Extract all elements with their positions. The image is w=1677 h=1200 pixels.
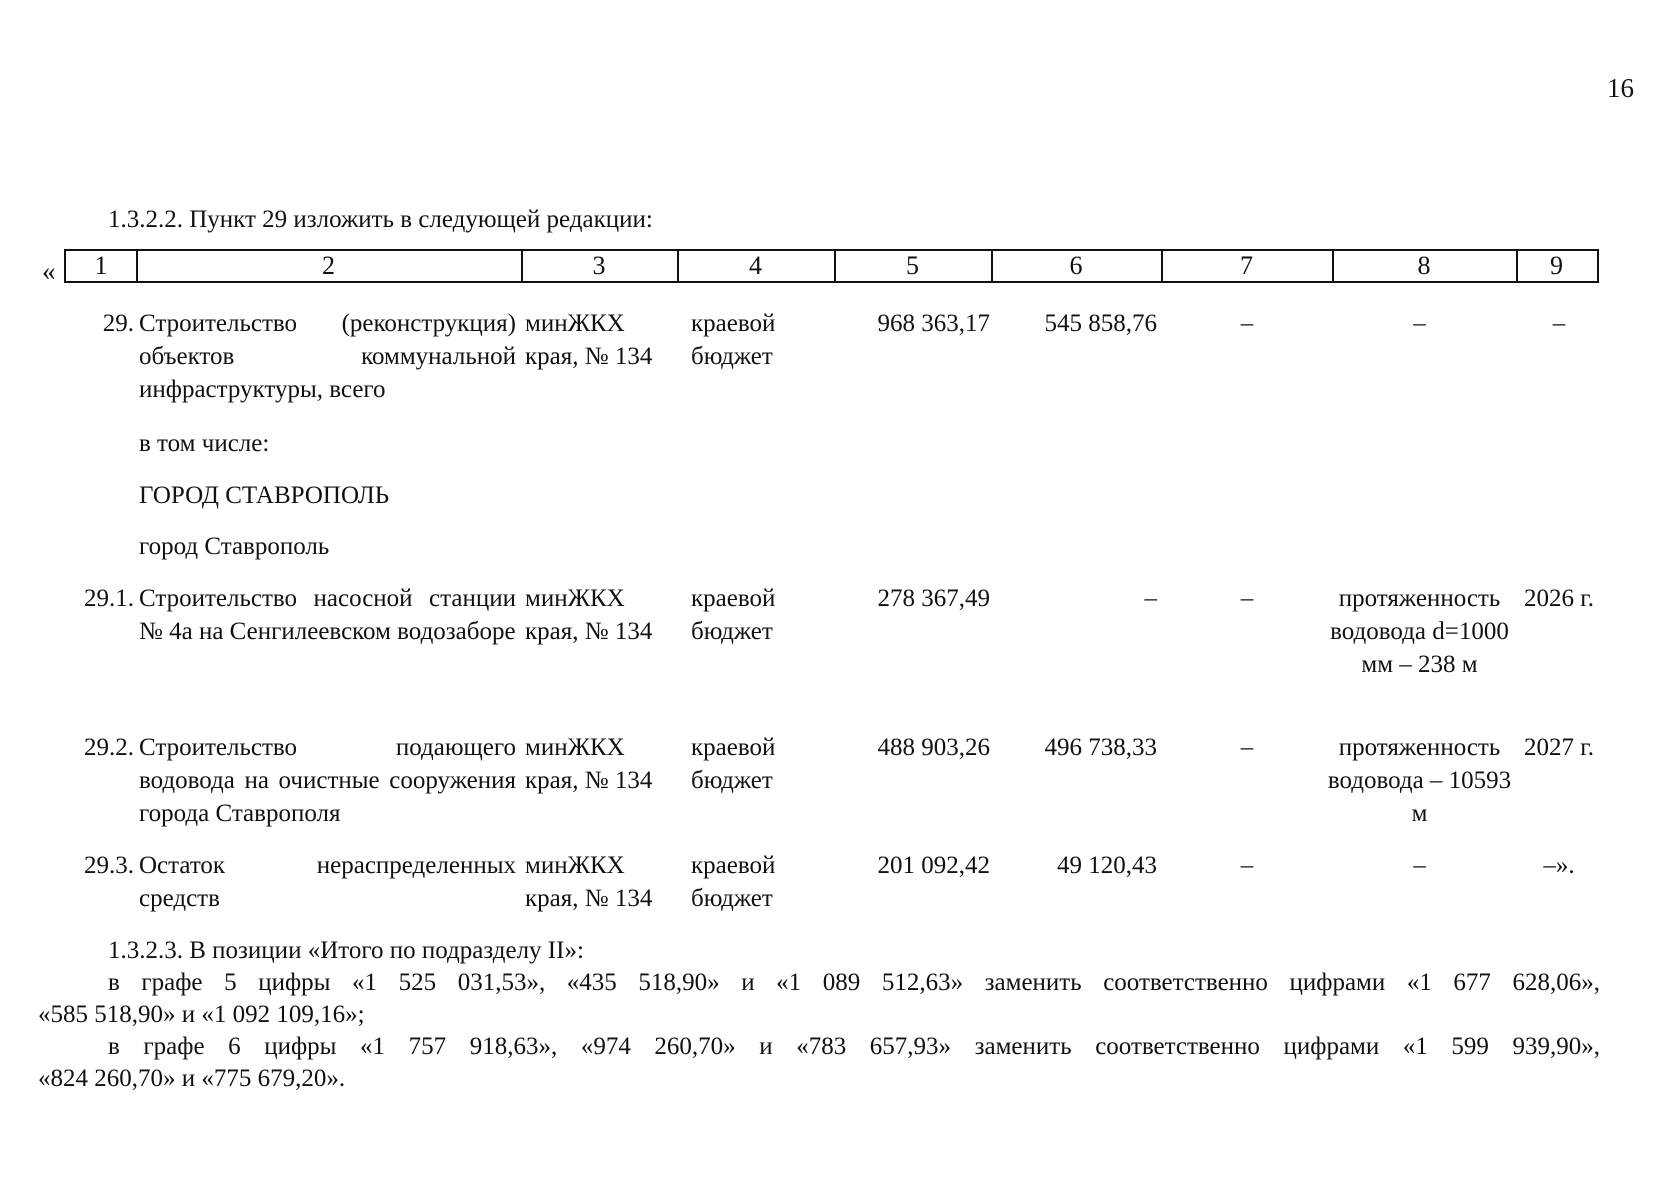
row-executor: минЖКХ края, № 134 bbox=[525, 734, 653, 794]
row-number: 29.3. bbox=[84, 852, 134, 879]
row-value-col8: – bbox=[1413, 310, 1426, 337]
paragraph-itogo-heading: 1.3.2.3. В позиции «Итого по подразделу II»: bbox=[108, 937, 584, 964]
row-value-col9: 2026 г. bbox=[1524, 585, 1594, 612]
row-executor: минЖКХ края, № 134 bbox=[525, 852, 653, 912]
row-executor: минЖКХ края, № 134 bbox=[525, 585, 653, 645]
row-value-col6: – bbox=[1144, 585, 1157, 612]
paragraph-column6-line2: «824 260,70» и «775 679,20». bbox=[38, 1065, 346, 1092]
section-heading: 1.3.2.2. Пункт 29 изложить в следующей редакции: bbox=[108, 206, 653, 233]
page-number: 16 bbox=[1607, 73, 1634, 103]
row-number: 29.2. bbox=[84, 734, 134, 761]
row-funding-source: краевой бюджет bbox=[691, 734, 776, 794]
row-value-col8: протяженность водовода – 10593 м bbox=[1327, 734, 1512, 827]
row-value-col9: –». bbox=[1543, 852, 1575, 879]
row-value-col6: 49 120,43 bbox=[1057, 852, 1157, 879]
column-header-4: 4 bbox=[749, 251, 762, 280]
row-name: Остаток нераспределенных средств bbox=[139, 852, 516, 912]
paragraph-column6-line1: в графе 6 цифры «1 757 918,63», «974 260,70» и «783 657,93» заменить соответственно цифрами «1 599 939,90», bbox=[108, 1033, 1600, 1060]
row-name: Строительство насосной станции № 4а на Сенгилеевском водозаборе bbox=[139, 585, 516, 645]
row-value-col7: – bbox=[1240, 310, 1254, 337]
row-funding-source: краевой бюджет bbox=[691, 585, 776, 645]
opening-quote-mark: « bbox=[42, 256, 56, 286]
column-header-7: 7 bbox=[1240, 251, 1253, 280]
row-number: 29. bbox=[102, 310, 134, 337]
including-label: в том числе: bbox=[139, 430, 270, 457]
paragraph-column5-line1: в графе 5 цифры «1 525 031,53», «435 518,90» и «1 089 512,63» заменить соответственно цифрами «1 677 628,06», bbox=[108, 969, 1600, 996]
row-value-col9: 2027 г. bbox=[1524, 734, 1594, 761]
row-value-col7: – bbox=[1240, 585, 1254, 612]
column-header-8: 8 bbox=[1417, 251, 1431, 280]
row-name: Строительство подающего водовода на очистные сооружения города Ставрополя bbox=[139, 734, 516, 827]
row-value-col7: – bbox=[1240, 852, 1254, 879]
row-executor: минЖКХ края, № 134 bbox=[525, 310, 653, 370]
row-value-col6: 545 858,76 bbox=[1044, 310, 1157, 337]
row-value-col7: – bbox=[1240, 734, 1254, 761]
column-header-5: 5 bbox=[906, 251, 919, 280]
column-header-2: 2 bbox=[322, 251, 335, 280]
column-header-1: 1 bbox=[94, 251, 108, 280]
row-value-col6: 496 738,33 bbox=[1044, 734, 1157, 761]
row-value-col8: – bbox=[1413, 852, 1426, 879]
city-subheading: город Ставрополь bbox=[139, 533, 330, 560]
row-funding-source: краевой бюджет bbox=[691, 310, 776, 370]
column-number-header bbox=[64, 249, 1599, 283]
row-name: Строительство (реконструкция) объектов коммунальной инфраструктуры, всего bbox=[139, 310, 516, 403]
row-value-col5: 488 903,26 bbox=[877, 734, 990, 761]
column-header-6: 6 bbox=[1069, 251, 1083, 280]
column-header-3: 3 bbox=[592, 251, 606, 280]
row-value-col5: 201 092,42 bbox=[877, 852, 990, 879]
paragraph-column5-line2: «585 518,90» и «1 092 109,16»; bbox=[38, 1001, 365, 1028]
row-value-col5: 968 363,17 bbox=[877, 310, 990, 337]
column-header-9: 9 bbox=[1550, 251, 1563, 280]
row-value-col9: – bbox=[1552, 310, 1566, 337]
row-number: 29.1. bbox=[84, 585, 134, 612]
row-value-col8: протяженность водовода d=1000 мм – 238 м bbox=[1330, 585, 1509, 678]
row-funding-source: краевой бюджет bbox=[691, 852, 776, 912]
row-value-col5: 278 367,49 bbox=[877, 585, 990, 612]
city-caps-heading: ГОРОД СТАВРОПОЛЬ bbox=[139, 482, 390, 509]
